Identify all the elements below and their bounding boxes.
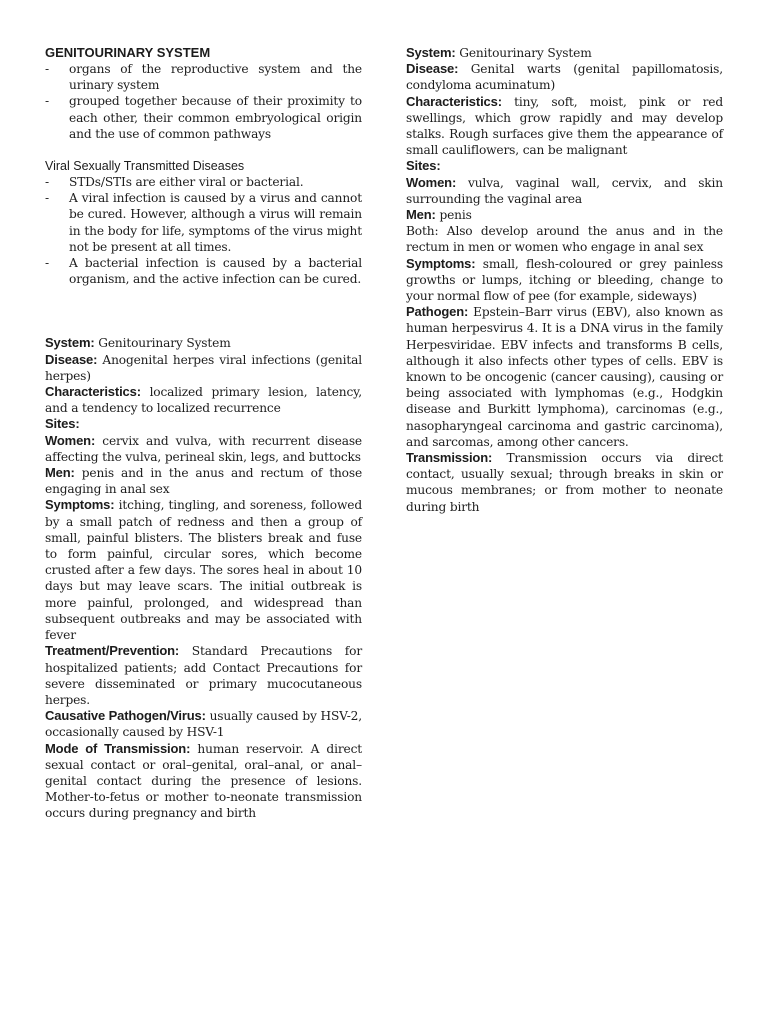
section-heading: GENITOURINARY SYSTEM — [45, 45, 211, 60]
warts-system-field — [406, 45, 723, 61]
field-label: Men: — [406, 207, 436, 223]
list-item: - grouped together because of their proximity to each other, their common embryological origin and the use of common pathways — [45, 93, 362, 142]
list-item: - A viral infection is caused by a virus and cannot be cured. However, although a virus will remain in the body for life, symptoms of the virus might not be present at all times. — [45, 190, 362, 255]
field-label: Mode of Transmission: — [45, 740, 191, 756]
field-value: human reservoir. A direct sexual contact or oral–genital, oral–anal, or anal–genital contact during the presence of lesions. Mother-to-fetus or mother to-neonate transmission occurs during pregnancy and birth — [45, 741, 362, 821]
field-label: Symptoms: — [45, 497, 115, 513]
field-value: Genital warts (genital papillomatosis, condyloma acuminatum) — [406, 62, 723, 93]
herpes-treatment-field — [45, 643, 362, 708]
herpes-women-field — [45, 433, 362, 465]
herpes-men-field — [45, 465, 362, 497]
field-label: Disease: — [45, 351, 98, 367]
warts-characteristics-field — [406, 94, 723, 159]
intro-list — [45, 61, 362, 142]
warts-both-field: Both: Also develop around the anus and in the rectum in men or women who engage in anal sex — [406, 224, 723, 255]
field-label: Sites: — [406, 158, 441, 174]
warts-pathogen-field — [406, 304, 723, 450]
left-column — [45, 45, 362, 822]
herpes-transmission-field — [45, 741, 362, 822]
right-column — [406, 45, 723, 515]
warts-women-field — [406, 175, 723, 207]
field-label: Characteristics: — [406, 93, 502, 109]
field-value: usually caused by HSV-2, occasionally caused by HSV-1 — [45, 709, 362, 740]
herpes-disease-field — [45, 352, 362, 384]
field-value: Genitourinary System — [459, 46, 592, 60]
field-label: Disease: — [406, 61, 459, 77]
std-list — [45, 174, 362, 287]
field-value: penis — [439, 208, 472, 223]
list-item: - organs of the reproductive system and the urinary system — [45, 61, 362, 93]
field-label: Sites: — [45, 416, 80, 432]
field-label: System: — [45, 335, 95, 351]
herpes-sites-field — [45, 416, 362, 432]
list-item: - STDs/STIs are either viral or bacterial. — [45, 174, 362, 190]
field-value: vulva, vaginal wall, cervix, and skin surrounding the vaginal area — [406, 175, 723, 206]
std-title: Viral Sexually Transmitted Diseases — [45, 159, 245, 174]
field-label: Causative Pathogen/Virus: — [45, 708, 206, 724]
field-label: Characteristics: — [45, 384, 141, 400]
warts-transmission-field — [406, 450, 723, 515]
herpes-symptoms-field — [45, 497, 362, 643]
herpes-characteristics-field — [45, 384, 362, 416]
field-label: Pathogen: — [406, 304, 469, 320]
herpes-pathogen-field — [45, 708, 362, 740]
field-label: System: — [406, 45, 456, 60]
field-value: cervix and vulva, with recurrent disease affecting the vulva, perineal skin, legs, and buttocks — [45, 433, 362, 464]
field-value: Anogenital herpes viral infections (genital herpes) — [45, 352, 362, 383]
field-label: Men: — [45, 465, 75, 481]
field-value: small, flesh-coloured or grey painless growths or lumps, itching or bleeding, change to your normal flow of pee (for example, sideways) — [406, 256, 723, 304]
warts-symptoms-field — [406, 256, 723, 305]
warts-men-field — [406, 207, 723, 223]
field-value: Epstein–Barr virus (EBV), also known as human herpesvirus 4. It is a DNA virus in the family Herpesviridae. EBV infects and transforms B cells, although it also infects other types of cells. EBV is known to be oncogenic (cancer causing), causing or being associated with lymphomas (e.g., Hodgkin disease and Burkitt lymphoma), carcinomas (e.g., nasopharyngeal carcinoma and gastric carcinoma), and sarcomas, among other cancers. — [406, 305, 723, 449]
field-value: localized primary lesion, latency, and a tendency to localized recurrence — [45, 385, 362, 416]
field-label: Symptoms: — [406, 255, 476, 271]
field-label: Women: — [45, 432, 96, 448]
warts-sites-field — [406, 158, 723, 174]
warts-disease-field — [406, 61, 723, 93]
field-value: tiny, soft, moist, pink or red swellings, which grow rapidly and may develop stalks. Rough surfaces give them the appearance of small cauliflowers, can be malignant — [406, 94, 723, 158]
field-label: Treatment/Prevention: — [45, 643, 180, 659]
field-value: Transmission occurs via direct contact, usually sexual; through breaks in skin or mucous membranes; or from mother to neonate during birth — [406, 451, 723, 514]
herpes-system-field — [45, 335, 362, 351]
field-value: Standard Precautions for hospitalized patients; add Contact Precautions for severe disseminated or primary mucocutaneous herpes. — [45, 644, 362, 707]
field-value: penis and in the anus and rectum of those engaging in anal sex — [45, 466, 363, 497]
list-item: - A bacterial infection is caused by a bacterial organism, and the active infection can be cured. — [45, 255, 362, 287]
field-value: itching, tingling, and soreness, followed by a small patch of redness and then a group of small, painful blisters. The blisters break and fuse to form painful, circular sores, which become crusted after a few days. The sores heal in about 10 days but may leave scars. The initial outbreak is more painful, prolonged, and widespread than subsequent outbreaks and may be associated with fever — [45, 498, 362, 643]
field-label: Women: — [406, 174, 457, 190]
field-label: Transmission: — [406, 450, 493, 466]
field-value: Genitourinary System — [98, 336, 231, 351]
